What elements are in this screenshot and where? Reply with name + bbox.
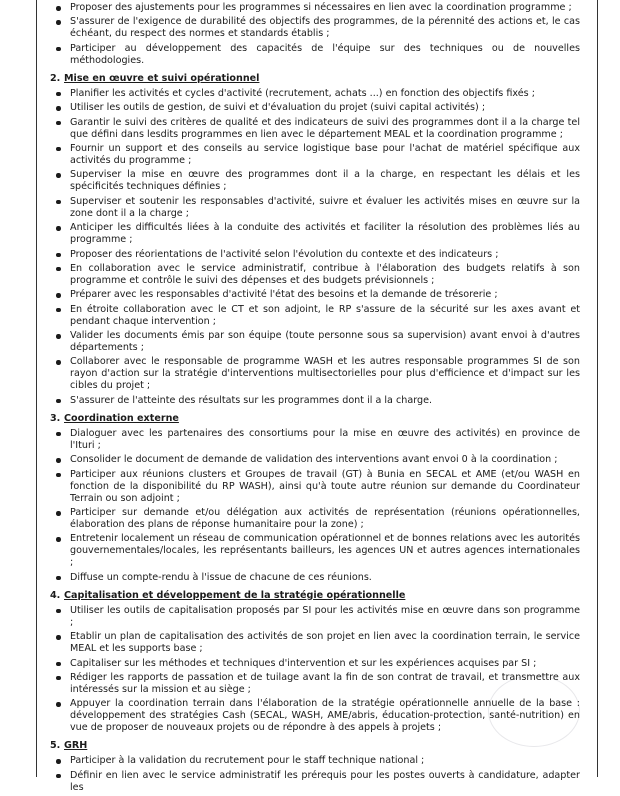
list-item: Etablir un plan de capitalisation des activités de son projet en lien avec la coordination terrain, le service MEAL et les supports base ; <box>50 631 580 655</box>
list-item: Proposer des ajustements pour les programmes si nécessaires en lien avec la coordination programme ; <box>50 2 580 14</box>
list-item: Collaborer avec le responsable de programme WASH et les autres responsable programmes SI de son rayon d'action sur la stratégie d'interventions multisectorielles pour plus d'efficience et d'impact sur les cibles du projet ; <box>50 356 580 392</box>
section-number: 5. <box>50 740 61 752</box>
section-number: 4. <box>50 589 61 601</box>
list-item: Superviser et soutenir les responsables d'activité, suivre et évaluer les activités mises en œuvre sur la zone dont il a la charge ; <box>50 196 580 220</box>
section-heading <box>50 73 580 85</box>
list-item: Préparer avec les responsables d'activité l'état des besoins et la demande de trésorerie ; <box>50 289 580 301</box>
list-item: Rédiger les rapports de passation et de tuilage avant la fin de son contrat de travail, et transmettre aux intéressés sur la mission et au siège ; <box>50 672 580 696</box>
list-item: Dialoguer avec les partenaires des consortiums pour la mise en œuvre des activités) en province de l'Ituri ; <box>50 428 580 452</box>
list-item: Proposer des réorientations de l'activité selon l'évolution du contexte et des indicateurs ; <box>50 249 580 261</box>
list-item: Fournir un support et des conseils au service logistique base pour l'achat de matériel spécifique aux activités du programme ; <box>50 143 580 167</box>
intro-list <box>50 2 580 67</box>
list-item: Utiliser les outils de capitalisation proposés par SI pour les activités mise en œuvre dans son programme ; <box>50 605 580 629</box>
section-list <box>50 605 580 735</box>
list-item: S'assurer de l'exigence de durabilité des objectifs des programmes, de la pérennité des actions et, le cas échéant, du respect des normes et standards établis ; <box>50 16 580 40</box>
list-item: Diffuse un compte-rendu à l'issue de chacune de ces réunions. <box>50 572 580 584</box>
list-item: Participer sur demande et/ou délégation aux activités de représentation (réunions opérationnelles, élaboration des plans de réponse humanitaire pour la zone) ; <box>50 507 580 531</box>
list-item: Garantir le suivi des critères de qualité et des indicateurs de suivi des programmes dont il a la charge tel que défini dans lesdits programmes en lien avec le département MEAL et la coordination programme ; <box>50 117 580 141</box>
section-title: GRH <box>64 740 88 752</box>
section-title: Capitalisation et développement de la stratégie opérationnelle <box>64 589 406 601</box>
section-title: Mise en œuvre et suivi opérationnel <box>64 72 260 84</box>
list-item: Participer au développement des capacités de l'équipe sur des techniques ou de nouvelles méthodologies. <box>50 43 580 67</box>
section-number: 3. <box>50 412 61 424</box>
list-item: Utiliser les outils de gestion, de suivi et d'évaluation du projet (suivi capital activités) ; <box>50 102 580 114</box>
list-item: En étroite collaboration avec le CT et son adjoint, le RP s'assure de la sécurité sur les axes avant et pendant chaque intervention ; <box>50 304 580 328</box>
list-item: Valider les documents émis par son équipe (toute personne sous sa supervision) avant envoi à d'autres départements ; <box>50 330 580 354</box>
list-item: En collaboration avec le service administratif, contribue à l'élaboration des budgets relatifs à son programme et contrôle le suivi des dépenses et des budgets prévisionnels ; <box>50 263 580 287</box>
list-item: Superviser la mise en œuvre des programmes dont il a la charge, en respectant les délais et les spécificités techniques définies ; <box>50 169 580 193</box>
list-item: S'assurer de l'atteinte des résultats sur les programmes dont il a la charge. <box>50 395 580 407</box>
section-number: 2. <box>50 72 61 84</box>
section-grh <box>50 740 580 793</box>
list-item: Planifier les activités et cycles d'activité (recrutement, achats ...) en fonction des objectifs fixés ; <box>50 88 580 100</box>
list-item: Appuyer la coordination terrain dans l'élaboration de la stratégie opérationnelle annuelle de la base : développement des stratégies Cash (SECAL, WASH, AME/abris, éducation-protection, santé-nutrition) en vue de proposer de nouveaux projets ou de répondre à des appels à projets ; <box>50 698 580 734</box>
section-mise-en-oeuvre <box>50 73 580 407</box>
list-item: Entretenir localement un réseau de communication opérationnel et de bonnes relations avec les autorités gouvernementales/locales, les représentants bailleurs, les agences UN et autres agences internationales ; <box>50 533 580 569</box>
list-item: Participer à la validation du recrutement pour le staff technique national ; <box>50 755 580 767</box>
section-title: Coordination externe <box>64 412 179 424</box>
section-capitalisation <box>50 590 580 735</box>
section-list <box>50 88 580 407</box>
section-heading <box>50 413 580 425</box>
list-item: Participer aux réunions clusters et Groupes de travail (GT) à Bunia en SECAL et AME (et/ou WASH en fonction de la disponibilité du RP WASH), ainsi qu'à toute autre réunion sur demande du Coordinateur Terrain ou son adjoint ; <box>50 469 580 505</box>
section-list <box>50 428 580 584</box>
list-item: Consolider le document de demande de validation des interventions avant envoi 0 à la coordination ; <box>50 454 580 466</box>
document-page <box>50 2 580 796</box>
list-item: Anticiper les difficultés liées à la conduite des activités et faciliter la résolution des problèmes liés au programme ; <box>50 222 580 246</box>
section-coordination-externe <box>50 413 580 584</box>
section-heading <box>50 590 580 602</box>
list-item: Définir en lien avec le service administratif les prérequis pour les postes ouverts à candidature, adapter les <box>50 770 580 794</box>
section-heading <box>50 740 580 752</box>
list-item: Capitaliser sur les méthodes et techniques d'intervention et sur les expériences acquises par SI ; <box>50 658 580 670</box>
section-list <box>50 755 580 793</box>
